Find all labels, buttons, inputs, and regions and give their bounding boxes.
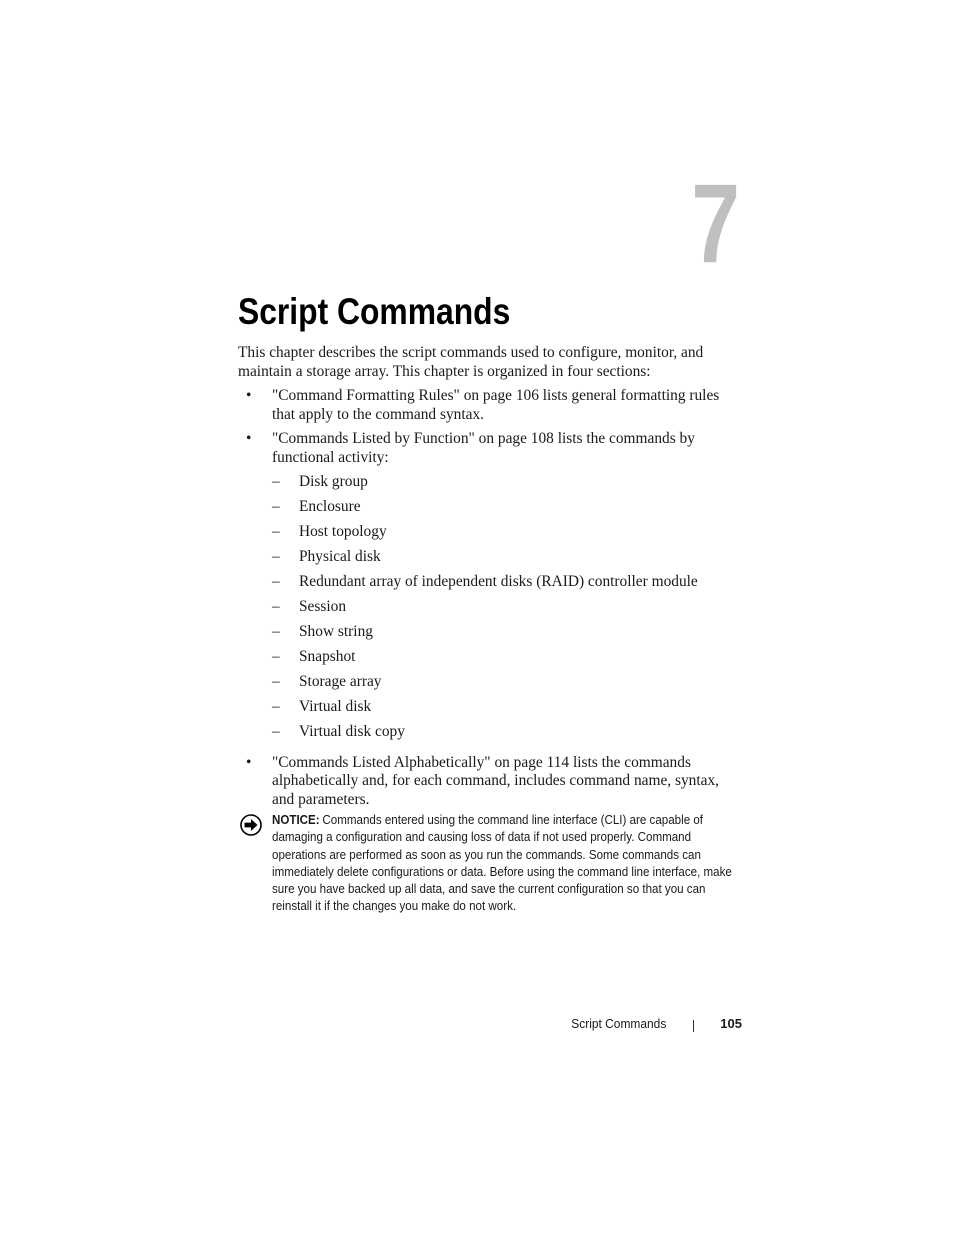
dash-glyph: – [272,547,280,565]
list-item [238,387,738,424]
list-item-text: "Command Formatting Rules" on page 106 lists general formatting rules that apply to the command syntax. [272,387,720,423]
sublist-item [272,673,738,698]
notice-label: NOTICE: [272,813,320,827]
list-item [238,430,738,747]
bullet-glyph: • [246,430,252,448]
sublist-item-text: Session [299,597,347,615]
dash-glyph: – [272,572,280,590]
dash-glyph: – [272,647,280,665]
dash-glyph: – [272,597,280,615]
footer-section-title: Script Commands [570,1016,666,1031]
sublist-item [272,623,738,648]
sublist-item [272,498,738,523]
list-item-text: "Commands Listed Alphabetically" on page 114 lists the commands alphabetically and, for each command, includes command name, syntax, and parameters. [272,753,720,808]
sublist-item [272,523,738,548]
dash-glyph: – [272,697,280,715]
sublist-item-text: Physical disk [299,547,381,565]
intro-paragraph: This chapter describes the script commands used to configure, monitor, and maintain a storage array. This chapter is organized in four sections: [238,344,704,380]
page-footer [520,1015,742,1035]
function-sublist [272,473,738,748]
chapter-title: Script Commands [238,291,511,332]
sublist-item-text: Show string [299,622,373,640]
dash-glyph: – [272,472,280,490]
dash-glyph: – [272,622,280,640]
notice-arrow-icon [240,814,262,836]
sublist-item-text: Host topology [299,522,387,540]
dash-glyph: – [272,722,280,740]
sublist-item-text: Storage array [299,672,382,690]
notice-box [238,812,738,916]
notice-body: Commands entered using the command line interface (CLI) are capable of damaging a configuration and causing loss of data if not used properly. Command operations are performed as soon as you run the commands. Some commands can immediately delete configurations or data. Before using the command line interface, make sure you have backed up all data, and save the current configuration so that you can reinstall it if the changes you make do not work. [272,813,732,914]
sublist-item-text: Virtual disk [299,697,372,715]
sublist-item-text: Virtual disk copy [299,722,405,740]
list-item-text: "Commands Listed by Function" on page 108 lists the commands by functional activity: [272,430,695,466]
list-item [238,754,738,810]
chapter-body [238,344,738,815]
section-list [238,387,738,809]
dash-glyph: – [272,497,280,515]
sublist-item-text: Snapshot [299,647,356,665]
dash-glyph: – [272,522,280,540]
dash-glyph: – [272,672,280,690]
sublist-item [272,648,738,673]
bullet-glyph: • [246,387,252,405]
sublist-item-text: Redundant array of independent disks (RAID) controller module [299,572,698,590]
sublist-item [272,573,738,598]
sublist-item-text: Enclosure [299,497,361,515]
notice-text [272,812,738,916]
bullet-glyph: • [246,753,252,771]
page-number: 105 [720,1016,742,1031]
sublist-item [272,698,738,723]
sublist-item [272,548,738,573]
chapter-number: 7 [691,161,740,286]
sublist-item-text: Disk group [299,472,368,490]
sublist-item [272,473,738,498]
sublist-item [272,723,738,748]
footer-separator [693,1020,694,1032]
sublist-item [272,598,738,623]
